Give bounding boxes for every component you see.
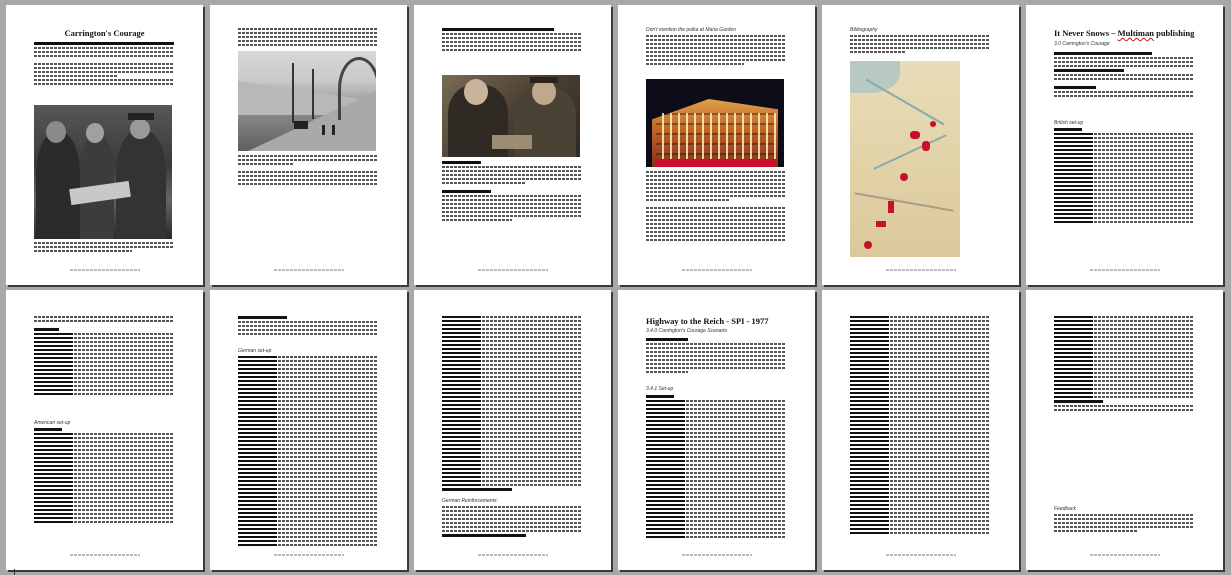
section-heading: German Reinforcements: <box>442 498 498 504</box>
page-2[interactable] <box>210 5 407 285</box>
page-6[interactable] <box>1026 5 1223 285</box>
page-text <box>1054 128 1194 225</box>
page-12[interactable] <box>1026 290 1223 570</box>
page-text <box>34 242 174 254</box>
page-footer <box>1090 269 1160 271</box>
title-suffix: publishing <box>1153 28 1195 38</box>
page-1[interactable] <box>6 5 203 285</box>
page-text <box>238 28 378 48</box>
page-text <box>646 338 786 375</box>
page-10[interactable] <box>618 290 815 570</box>
title-prefix: It Never Snows – <box>1054 28 1118 38</box>
page-footer <box>1090 554 1160 556</box>
page-text <box>646 171 786 243</box>
page-text <box>34 316 174 397</box>
page-7[interactable] <box>6 290 203 570</box>
page-text <box>646 35 786 67</box>
page-subtitle: 3.0 Carrington's Courage <box>1054 41 1110 47</box>
section-heading: German set-up <box>238 348 272 354</box>
section-heading: American set-up <box>34 420 71 426</box>
page-heading: Bibliography <box>850 27 878 33</box>
page-text <box>850 35 990 55</box>
page-text <box>442 316 582 493</box>
page-subtitle: 3.4.0 Carrington's Courage Scenario <box>646 328 728 334</box>
page-text <box>442 506 582 539</box>
page-text <box>442 28 582 53</box>
page-text <box>238 316 378 337</box>
page-title: Highway to the Reich - SPI - 1977 <box>646 316 769 326</box>
feedback-label: Feedback <box>1054 506 1076 512</box>
image-caption: Don't mention the polka at Maria Garden <box>646 27 736 33</box>
page-3[interactable] <box>414 5 611 285</box>
text-cursor <box>14 569 15 575</box>
page-footer <box>478 269 548 271</box>
page-footer <box>886 269 956 271</box>
section-heading: British set-up <box>1054 120 1084 126</box>
page-5[interactable] <box>822 5 1019 285</box>
page-8[interactable] <box>210 290 407 570</box>
page-footer <box>886 554 956 556</box>
page-text <box>850 316 990 536</box>
page-footer <box>682 554 752 556</box>
page-text <box>442 161 582 223</box>
page-text <box>1054 514 1194 534</box>
page-footer <box>478 554 548 556</box>
page-title: Carrington's Courage <box>64 28 145 38</box>
page-9[interactable] <box>414 290 611 570</box>
page-title <box>1054 28 1194 38</box>
page-text <box>646 395 786 540</box>
generals-photo <box>34 105 172 239</box>
page-footer <box>70 269 140 271</box>
page-text <box>1054 316 1194 413</box>
page-11[interactable] <box>822 290 1019 570</box>
page-4[interactable] <box>618 5 815 285</box>
page-text <box>34 42 174 87</box>
page-text <box>238 155 378 187</box>
page-text <box>34 428 174 525</box>
page-text <box>1054 52 1194 99</box>
bridge-photo <box>238 51 376 151</box>
commanders-photo <box>442 75 580 157</box>
building-photo <box>646 79 784 167</box>
title-brand: Multiman <box>1117 28 1154 38</box>
page-footer <box>274 554 344 556</box>
page-footer <box>274 269 344 271</box>
page-footer <box>70 554 140 556</box>
section-heading: 3.4.1 Set-up <box>646 386 674 392</box>
page-footer <box>682 269 752 271</box>
page-text <box>238 356 378 548</box>
campaign-map <box>850 61 960 257</box>
